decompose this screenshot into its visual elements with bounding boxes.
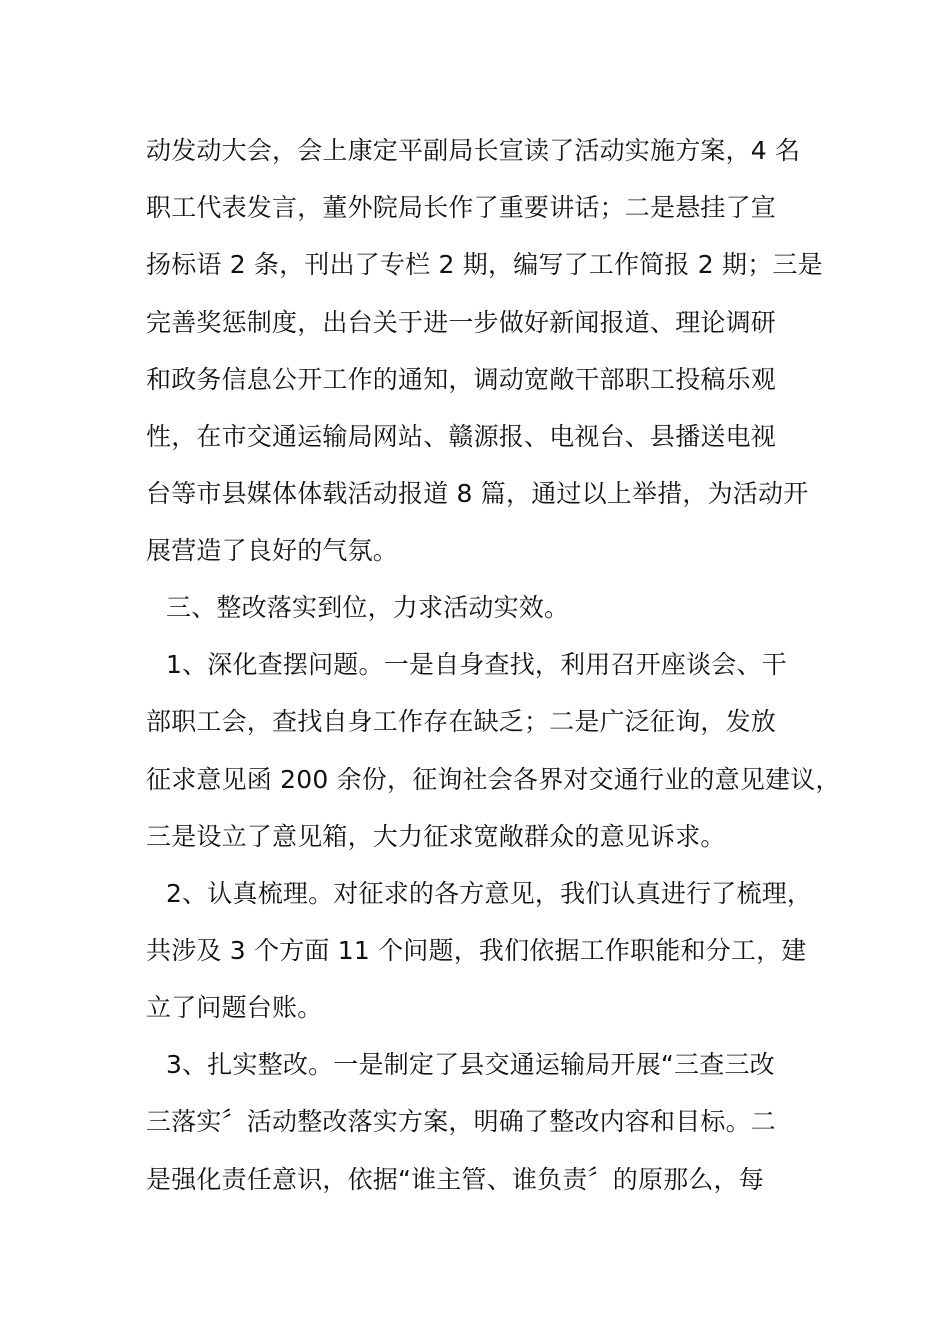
text-line: 台等市县媒体体载活动报道 8 篇，通过以上举措，为活动开 [146, 479, 809, 508]
text-line: 扬标语 2 条，刊出了专栏 2 期，编写了工作简报 2 期；三是 [146, 250, 823, 279]
text-line: 是强化责任意识，依据“谁主管、谁负责〞的原那么，每 [146, 1165, 764, 1194]
text-line: 3、扎实整改。一是制定了县交通运输局开展“三查三改 [166, 1050, 775, 1079]
text-line: 完善奖惩制度，出台关于进一步做好新闻报道、理论调研 [146, 308, 777, 337]
text-line: 职工代表发言，董外院局长作了重要讲话；二是悬挂了宣 [146, 193, 777, 222]
text-line: 三是设立了意见箱，大力征求宽敞群众的意见诉求。 [146, 822, 726, 851]
text-line: 立了问题台账。 [146, 993, 323, 1022]
text-line: 共涉及 3 个方面 11 个问题，我们依据工作职能和分工，建 [146, 936, 807, 965]
text-line: 和政务信息公开工作的通知，调动宽敞干部职工投稿乐观 [146, 365, 777, 394]
text-line: 动发动大会，会上康定平副局长宣读了活动实施方案，4 名 [146, 136, 801, 165]
text-line: 三落实〞活动整改落实方案，明确了整改内容和目标。二 [146, 1107, 777, 1136]
text-line: 1、深化查摆问题。一是自身查找，利用召开座谈会、干 [166, 650, 787, 679]
text-line: 2、认真梳理。对征求的各方意见，我们认真进行了梳理， [166, 879, 813, 908]
text-line: 性，在市交通运输局网站、赣源报、电视台、县播送电视 [146, 422, 777, 451]
text-line: 征求意见函 200 余份，征询社会各界对交通行业的意见建议， [146, 765, 841, 794]
section-heading: 三、整改落实到位，力求活动实效。 [166, 593, 570, 622]
text-line: 展营造了良好的气氛。 [146, 536, 399, 565]
text-line: 部职工会，查找自身工作存在缺乏；二是广泛征询，发放 [146, 707, 777, 736]
